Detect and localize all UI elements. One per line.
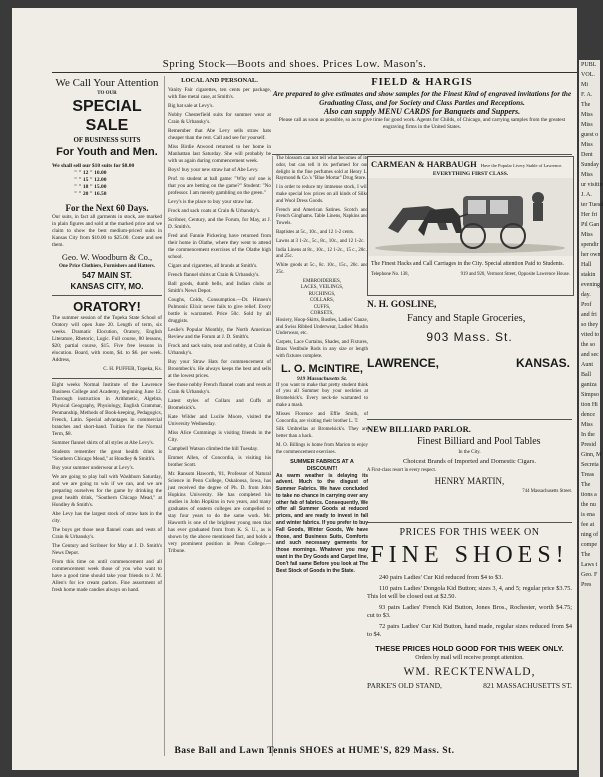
- col2-paragraph: See those nobby French flannel coats and vests at Crain & Urbansky's.: [168, 382, 271, 395]
- col2-paragraph: Leslie's Popular Monthly, the North American Review and the Forum at J. D. Smith's.: [168, 327, 271, 340]
- adjacent-page-fragment: Simpso: [581, 392, 600, 398]
- shoes-item: 72 pairs Ladies' Cur Kid Button, hand made, regular sizes reduced from $4 to $4.: [367, 622, 572, 638]
- field-hargis-line3: Please call as soon as possible, so as to give time for good work. Agents for Childs, of Chicago, and carrying samples from the greatest engraving firms in the United States.: [278, 117, 566, 130]
- mcintire-address: 919 Massachusetts St.: [297, 375, 347, 382]
- col2-paragraph: Cigars and cigarettes, all brands at Smith's.: [168, 263, 258, 269]
- col1-paragraph: From this time on until commencement and all commencement week those of you who want to have a good time should take your friends to J. M. Allen's for ice cream parlors. Fine assortment of fresh home made candies always on hand.: [52, 559, 162, 593]
- adjacent-page-fragment: Presid: [581, 442, 596, 448]
- adjacent-page-fragment: fee at: [581, 522, 595, 528]
- billiard-line: Finest Billiard and Pool Tables: [417, 436, 541, 447]
- oratory-signature: C. H. PUFFER, Topeka, Ks.: [103, 366, 162, 372]
- adjacent-page-fragment: vited to: [581, 332, 600, 338]
- col3-paragraph: Lawns at 3 1-2c., 5c., 8c., 10c., and 12 1-2c.: [276, 238, 365, 244]
- adjacent-page-fragment: Geo. F: [581, 572, 598, 578]
- adjacent-page-fragment: tions a: [581, 492, 597, 498]
- adjacent-page-fragment: and sec: [581, 352, 599, 358]
- adjacent-page-fragment: Hall: [581, 262, 592, 268]
- billiard-cigars: Choicest Brands of Imported and Domestic Cigars.: [402, 458, 537, 465]
- adjacent-page-fragment: F. A.: [581, 92, 593, 98]
- adjacent-page-fragment: J. A.: [581, 192, 592, 198]
- col2-paragraph: Boys! buy your new straw hat of Abe Levy.: [168, 167, 259, 173]
- adjacent-page-fragment: The: [581, 552, 591, 558]
- ad-title: We Call Your Attention: [55, 77, 159, 89]
- notions-item: CUFFS,: [313, 304, 331, 310]
- col2-paragraph: Campbell Watson climbed the hill Tuesday.: [168, 446, 259, 452]
- shoes-address: 821 MASSACHUSETTS ST.: [483, 680, 572, 690]
- col2-paragraph: Remember that Abe Levy sells straw hats cheaper than the rest. Call and see for yourself.: [168, 128, 271, 141]
- col2-paragraph: Mr. Ransom Haworth, '81, Professor of Natural Science in Penn College, Oskaloosa, Iowa, has just received the degree of Ph. D. from John Hopkins University. He has completed his studies in John Hopkins in two years, and many graduates of eastern colleges are compelled to stay four years to do the same work. Mr. Haworth is one of the brightest young men that has ever graduated from from K. S. U., as is shown by the above mentioned fact, and holds a very prominent position in Penn College.—Tribune.: [168, 471, 271, 554]
- shoes-owner: WM. RECKTENWALD,: [403, 665, 536, 678]
- shoes-title: FINE SHOES!: [370, 542, 569, 568]
- ad-price-line: We shall sell our $10 suits for $8.00: [52, 163, 135, 169]
- shoes-item: 110 pairs Ladies' Dongola Kid Button; sizes 3, 4, and 5; regular price $3.75. This lot will be closed out at $2.50.: [367, 584, 572, 600]
- adjacent-page-fragment: evening: [581, 282, 600, 288]
- col3-paragraph: White goods at 5c., 8c. 10c., 15c., 20c. and 25c.: [276, 263, 368, 275]
- col2-paragraph: Latest styles of Collars and Cuffs at Bromelsick's.: [168, 398, 271, 411]
- adjacent-page-fragment: Miss: [581, 112, 593, 118]
- col2-paragraph: Ball goods, dumb bells, and Indian clubs at Smith's News Depot.: [168, 281, 271, 294]
- adjacent-page-fragment: Dent: [581, 152, 593, 158]
- adjacent-page-fragment: tion Hi: [581, 402, 598, 408]
- col1-paragraph: Eight weeks Normal Institute of the Lawrence Business College and Academy, beginning June 12. Thorough instruction in Arithmetic, Algebra, Physical Geography, Physiology, English Grammar, Penmanship, Methods of Book-keeping, Pedagogics, French, Latin. Special advantages in commercial branches and short-hand. Tuition for the Normal Term, $8.: [52, 382, 162, 437]
- ad-next: For the Next 60 Days.: [65, 203, 149, 213]
- adjacent-page-fragment: her own: [581, 252, 601, 258]
- adjacent-page-fragment: the so: [581, 342, 596, 348]
- woodburn-ad: [52, 76, 162, 296]
- billiard-ad: [367, 424, 572, 523]
- ad-price-line: " " 20 " 16.50: [74, 191, 107, 197]
- adjacent-page-fragment: Secreta: [581, 462, 599, 468]
- adjacent-page-fragment: Aunt: [581, 362, 593, 368]
- ad-city: KANSAS CITY, MO.: [70, 282, 144, 291]
- adjacent-page-fragment: compe: [581, 542, 597, 548]
- col1-paragraph: Summer flannel shirts of all styles at Abe Levy's.: [52, 440, 154, 446]
- col1-paragraph: The Century and Scribner for May at J. D. Smith's News Depot.: [52, 543, 162, 556]
- col2-paragraph: Levy's is the place to buy your straw hat.: [168, 199, 253, 205]
- adjacent-page-fragment: Ball: [581, 372, 591, 378]
- mcintire-name: L. O. McINTIRE,: [281, 362, 363, 375]
- ad-for: For Youth and Men.: [56, 146, 158, 158]
- col3-paragraph: Silk Umbrellas at Bromelsick's. They are better than a hack.: [276, 427, 368, 440]
- col2-paragraph: Miss Birdie Atwood returned to her home in Manhattan last Saturday. She will probably be with us again during commencement week.: [168, 144, 271, 164]
- ad-sub: OF BUSINESS SUITS: [73, 136, 141, 144]
- notions-item: CORSETS,: [310, 311, 334, 317]
- ad-price-line: " " 15 " 12.00: [74, 177, 107, 183]
- adjacent-page-strip: [579, 60, 603, 777]
- adjacent-page-fragment: Her fri: [581, 212, 598, 218]
- fabrics-title: SUMMER FABRICS AT A DISCOUNT!: [290, 458, 354, 472]
- col3-paragraph: India Linens at 8c., 10c., 12 1-2c., 15 c., 20c., and 25c.: [276, 247, 368, 260]
- field-hargis-title: FIELD & HARGIS: [371, 77, 473, 88]
- ad-address: 547 MAIN ST.: [82, 271, 132, 280]
- col1-paragraph: The boys get those neat flannel coats and vests of Crain & Urbansky's.: [52, 527, 162, 540]
- adjacent-page-fragment: In the: [581, 432, 595, 438]
- notions-item: EMBROIDERIES,: [302, 278, 342, 284]
- col3-paragraph: French and American Satines. Scotch and French Ginghams. Table Linens, Napkins and Towels.: [276, 207, 368, 227]
- col3-paragraph: I in order to reduce my immense stock, I will make special low prices on all kinds of Silks and Wool Dress Goods.: [276, 185, 368, 204]
- adjacent-page-text: [579, 60, 603, 590]
- billiard-owner: HENRY MARTIN,: [434, 476, 505, 486]
- ad-price-line: " " 18 " 15.00: [74, 184, 107, 190]
- billiard-title: NEW BILLIARD PARLOR.: [367, 424, 471, 434]
- column-2: [164, 76, 271, 756]
- carmean-sub: Have the Popular Livery Stable of Lawrence.: [480, 163, 563, 168]
- col2-paragraph: Emmet Allen, of Concordia, is visiting his brother Scott.: [168, 455, 271, 468]
- field-hargis-line1: Are prepared to give estimates and show samples for the Finest Kind of engraved invitations for the Graduating Class, and for Society and Class Parties and Receptions.: [272, 89, 572, 107]
- adjacent-page-fragment: Sunday: [581, 162, 599, 168]
- adjacent-page-fragment: Miss: [581, 172, 593, 178]
- fabrics-text: As warm weather is delaying its advent. Much to the disgust of Summer Fabrics. We have concluded to take no chance in carrying over any other fab of fabrics. Consequently, We offer all Summer Goods at reduced prices, and are ready to invest in fall and winter fabrics. If you prefer to buy Fall Goods, Winter Goods, We have those, and Business Suits, Comforts and such necessary garments for those mornings. Whatever you may want in the Dry Goods and Carpet line, Don't fail same Before you look at The Best Stock of Goods in the State.: [276, 472, 368, 574]
- ad-to: TO OUR: [97, 91, 117, 96]
- carmean-telephone: Telephone No. 138,: [371, 271, 409, 277]
- col2-paragraph: Frock and sack coats at Crain & Urbansky's.: [168, 208, 261, 214]
- adjacent-page-fragment: ning of: [581, 532, 599, 538]
- col3-paragraph: If you want to make that pretty student think of you all Summer buy your neckties at Bromelsick's. Every neck-tie warranted to make a mash.: [276, 382, 368, 408]
- adjacent-page-fragment: PUBL: [581, 62, 597, 68]
- col1-paragraph: Students remember the great health drink is "Southern Chicago Mead," at Hondley & Smith's.: [52, 449, 162, 462]
- newspaper-page: [12, 8, 577, 770]
- adjacent-page-fragment: Treas: [581, 472, 595, 478]
- adjacent-page-fragment: so they: [581, 322, 599, 328]
- local-personal-title: LOCAL AND PERSONAL.: [181, 77, 258, 84]
- col2-paragraph: Kate Wilder and Lucile Moore, visited the University Wednesday.: [168, 414, 271, 427]
- gosline-state: KANSAS.: [515, 356, 570, 370]
- adjacent-page-fragment: ur visitin: [581, 182, 603, 188]
- oratory-text: The summer session of the Topeka State School of Oratory will open June 20. Length of term, six weeks. Dramatic Elocution, Oratory, English Literature, Rhetoric, Logic. Full course, 80 lessons, $20; partial course, $15. Five free lessons in elocution. Board, with room, $4. to $6. per week. Address,: [52, 315, 162, 363]
- col3-paragraph: The blossom can not tell what becomes of its odor, but can tell it its perfumed for our delight in the fine perfumes sold at Henry L. Raymond & Co.'s "Blue Mortar" Drug Store.: [276, 156, 368, 182]
- adjacent-page-fragment: ganiza: [581, 382, 597, 388]
- shoes-prices-title: PRICES FOR THIS WEEK ON: [399, 527, 540, 538]
- ad-firm: Geo. W. Woodburn & Co.,: [61, 252, 153, 262]
- carmean-address: 919 and 920, Vermont Street, Opposite Lawrence House.: [460, 271, 570, 277]
- ad-firm-sub: One Price Clothiers, Furnishers and Hatters.: [59, 264, 155, 269]
- adjacent-page-fragment: Pil Gan: [581, 222, 600, 228]
- col1-paragraph: Buy your summer underwear at Levy's.: [52, 465, 134, 471]
- adjacent-page-fragment: VOL.: [581, 72, 595, 78]
- col2-paragraph: Miss Alice Cummings is visiting friends in the City.: [168, 430, 271, 443]
- oratory-title: ORATORY!: [73, 299, 141, 314]
- notions-item: RUCHINGS,: [308, 291, 336, 297]
- adjacent-page-fragment: spendir: [581, 242, 599, 248]
- adjacent-page-fragment: stakin: [581, 272, 596, 278]
- adjacent-page-fragment: the nu: [581, 502, 596, 508]
- adjacent-page-fragment: Miss: [581, 422, 593, 428]
- col2-paragraph: Coughs, Colds, Consumption.—Dr. Hinnen's Pulmonic Elixir never fails to give relief. Every bottle is warranted. Price 50c. Sold by all druggists.: [168, 297, 271, 324]
- col2-paragraph: French flannel shirts at Crain & Urbansky's.: [168, 272, 260, 278]
- column-3: [272, 156, 368, 756]
- carmean-harbaugh-ad: [367, 156, 574, 296]
- page-footer: Base Ball and Lawn Tennis SHOES at HUME'S, 829 Mass. St.: [174, 746, 455, 756]
- column-1: [52, 76, 162, 756]
- col3-paragraph: Hosiery, Hoop-Skirts, Bustles, Ladies' Gauze, and Swiss Ribbed Underwear, Ladies' Muslin Underwear, etc.: [276, 317, 368, 337]
- adjacent-page-fragment: The: [581, 482, 591, 488]
- col1-paragraph: Abe Levy has the largest stock of straw hats in the city.: [52, 511, 162, 524]
- col3-paragraph: M. O. Billings is home from Marion to enjoy the commencement exercises.: [276, 442, 368, 455]
- adjacent-page-fragment: Miss: [581, 232, 593, 238]
- carmean-tag: EVERYTHING FIRST CLASS.: [432, 171, 509, 177]
- carmean-title: CARMEAN & HARBAUGH: [371, 159, 477, 169]
- gosline-name: N. H. GOSLINE,: [367, 300, 437, 310]
- shoes-ad: [367, 526, 572, 740]
- carmean-text: The Finest Hacks and Call Carriages in the City. Special attention Paid to Students.: [371, 261, 564, 267]
- col1-paragraph: We are going to play ball with Washburn Saturday, and we are going to win if we can, and we are preparing ourselves for the game by drinking the great health drink, "Southern Chicago Mead," at Hondley & Smith's.: [52, 474, 162, 508]
- adjacent-page-fragment: day.: [581, 292, 591, 298]
- adjacent-page-fragment: dence: [581, 412, 595, 418]
- gosline-ad: [367, 299, 572, 420]
- col2-paragraph: Prof. to student at ball game: "Why on! one is that you are betting on the game?" Student: "No professor. I am merely gambling on the green.": [168, 176, 271, 196]
- oratory-ad: [52, 299, 162, 379]
- adjacent-page-fragment: Ginn, M: [581, 452, 602, 458]
- ad-note: Our suits, in fact all garments in stock, are marked in plain figures and sold at the marked price and we claim to show the best medium-priced suits in Kansas City from $10.00 to $25.00. Come and see them.: [52, 214, 162, 248]
- shoes-item: 240 pairs Ladies' Cur Kid reduced from $4 to $3.: [379, 574, 503, 581]
- adjacent-page-fragment: Pres: [581, 582, 592, 588]
- page-header: Spring Stock—Boots and shoes. Prices Low. Mason's.: [162, 58, 427, 70]
- adjacent-page-fragment: Miss: [581, 142, 593, 148]
- col2-paragraph: Vanity Fair cigarettes, ten cents per package, with fine metal case, at Smith's.: [168, 87, 271, 100]
- col3-paragraph: Baptistes at 5c., 10c., and 12 1-2 cents.: [276, 229, 355, 235]
- ad-price-line: " " 12 " 10.00: [74, 170, 107, 176]
- shoes-item: 93 pairs Ladies' French Kid Button, Jones Bros., Rochester, worth $4.75; cut to $3.: [367, 603, 572, 619]
- col3-paragraph: Misses Florence and Effie Smith, of Concordia, are visiting their brother L. T.: [276, 411, 368, 424]
- shoes-mail: Orders by mail will receive prompt attention.: [415, 654, 524, 661]
- notions-item: COLLARS,: [309, 298, 335, 304]
- adjacent-page-fragment: Miss: [581, 122, 593, 128]
- adjacent-page-fragment: guest o: [581, 132, 599, 138]
- adjacent-page-fragment: The: [581, 102, 591, 108]
- gosline-address: 903 Mass. St.: [426, 330, 513, 344]
- header-rule: [52, 72, 577, 73]
- adjacent-page-fragment: Prof: [581, 302, 592, 308]
- col2-paragraph: Big hat sale at Levy's.: [168, 103, 214, 109]
- col2-paragraph: Frock and sack suits, neat and nobby, at Crain & Urbansky's.: [168, 343, 271, 356]
- billiard-note: A First-class resort in every respect.: [367, 468, 437, 473]
- ad-prices: [52, 163, 162, 198]
- gosline-town: LAWRENCE,: [367, 356, 439, 370]
- notions-list: [276, 279, 368, 318]
- notions-item: LACES, VEILINGS,: [300, 285, 344, 291]
- adjacent-page-fragment: is ena: [581, 512, 595, 518]
- adjacent-page-fragment: Mi: [581, 82, 589, 88]
- gosline-line: Fancy and Staple Groceries,: [407, 313, 526, 324]
- billiard-address: 744 Massachusetts Street.: [522, 489, 572, 494]
- shoes-hold: THESE PRICES HOLD GOOD FOR THIS WEEK ONLY.: [375, 643, 564, 653]
- carriage-illustration: [368, 178, 573, 256]
- field-hargis-ad: [272, 76, 572, 155]
- billiard-city: In the City.: [458, 450, 481, 455]
- col2-paragraph: Buy your Straw Hats for commencement of Broombeck's. He always keeps the best and sells at the lowest prices.: [168, 359, 271, 379]
- field-hargis-line2: Also can supply MENU CARDS for Banquets and Suppers.: [323, 107, 521, 116]
- col2-paragraph: Nobby Chesterfield suits for summer wear at Crain & Urbansky's.: [168, 112, 271, 125]
- shoes-store: PARKE'S OLD STAND,: [367, 680, 442, 690]
- adjacent-page-fragment: ter Tuesd: [581, 202, 603, 208]
- col2-paragraph: Fred and Fannie Pickering have returned from their home in Olathe, where they went to attend the commencement exercises of the Olathe high school.: [168, 233, 271, 260]
- adjacent-page-fragment: and fri: [581, 312, 597, 318]
- ad-headline: SPECIAL SALE: [72, 98, 142, 134]
- adjacent-page-fragment: Laws t: [581, 562, 598, 568]
- col3-paragraph: Carpets, Lace Curtains, Shades, and Fixtures, Brass Vestibule Rods in any size or length with fixtures complete.: [276, 340, 368, 359]
- col2-paragraph: Scribner, Century, and the Forum, for May, at J. D. Smith's.: [168, 217, 271, 230]
